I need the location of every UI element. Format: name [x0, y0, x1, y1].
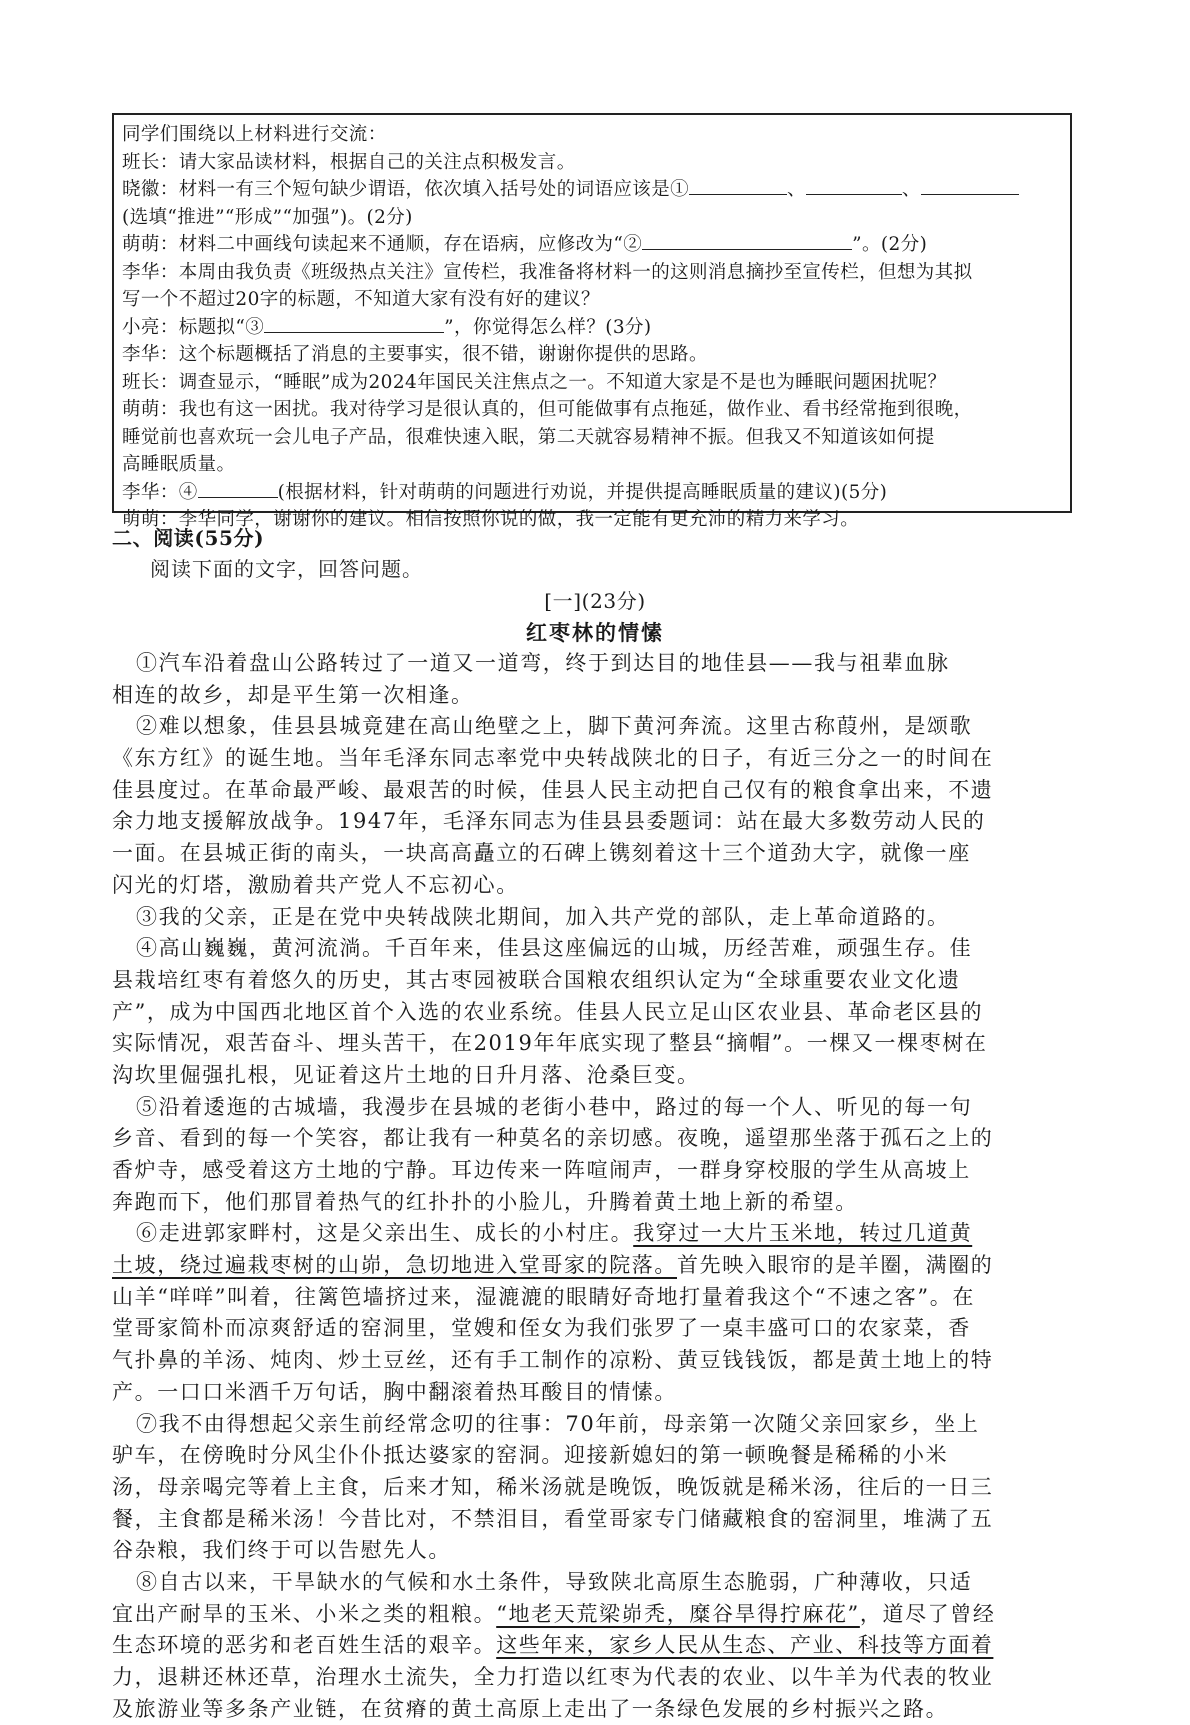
underlined-sentence: 我穿过一大片玉米地，转过几道黄 [633, 1221, 973, 1246]
essay-line: ⑥走进郭家畔村，这是父亲出生、成长的小村庄。我穿过一大片玉米地，转过几道黄 [136, 1221, 973, 1246]
discussion-line: 班长：调查显示，“睡眠”成为2024年国民关注焦点之一。不知道大家是不是也为睡眠问题困扰呢？ [122, 371, 947, 393]
discussion-line: 写一个不超过20字的标题，不知道大家有没有好的建议？ [122, 289, 600, 310]
discussion-line: 李华：这个标题概括了消息的主要事实，很不错，谢谢你提供的思路。 [122, 344, 708, 365]
essay-line: ⑤沿着逶迤的古城墙，我漫步在县城的老街小巷中，路过的每一个人、听见的每一句 [136, 1094, 973, 1119]
answer-blank-1c[interactable] [921, 176, 1019, 195]
essay-line: 土坡，绕过遍栽枣树的山峁，急切地进入堂哥家的院落。首先映入眼帘的是羊圈，满圈的 [112, 1253, 994, 1278]
essay-line: 沟坎里倔强扎根，见证着这片土地的日升月落、沧桑巨变。 [112, 1062, 700, 1087]
essay-line: 乡音、看到的每一个笑容，都让我有一种莫名的亲切感。夜晚，遥望那坐落于孤石之上的 [112, 1126, 994, 1151]
essay-line: 奔跑而下，他们那冒着热气的红扑扑的小脸儿，升腾着黄土地上新的希望。 [112, 1189, 858, 1214]
essay-line: 相连的故乡，却是平生第一次相逢。 [112, 682, 474, 707]
essay-line: 县栽培红枣有着悠久的历史，其古枣园被联合国粮农组织认定为“全球重要农业文化遗 [112, 967, 961, 992]
essay-line: 力，退耕还林还草，治理水土流失，全力打造以红枣为代表的农业、以牛羊为代表的牧业 [112, 1665, 994, 1689]
essay-line: 谷杂粮，我们终于可以告慰先人。 [112, 1538, 451, 1563]
essay-line: 宜出产耐旱的玉米、小米之类的粗粮。“地老天荒梁峁秃，糜谷旱得拧麻花”，道尽了曾经 [112, 1601, 996, 1626]
discussion-intro: 同学们围绕以上材料进行交流： [122, 124, 387, 145]
essay-line: 一面。在县城正街的南头，一块高高矗立的石碑上镌刻着这十三个道劲大字，就像一座 [112, 841, 971, 866]
essay-line: 《东方红》的诞生地。当年毛泽东同志率党中央转战陕北的日子，有近三分之一的时间在 [112, 746, 994, 771]
essay-line: 余力地支援解放战争。1947年，毛泽东同志为佳县县委题词：站在最大多数劳动人民的 [112, 809, 986, 834]
essay-line: 生态环境的恶劣和老百姓生活的艰辛。这些年来，家乡人民从生态、产业、科技等方面着 [112, 1633, 994, 1658]
answer-blank-1a[interactable] [689, 176, 787, 195]
discussion-line: 萌萌：材料二中画线句读起来不通顺，存在语病，应修改为“② ”。(2分) [122, 231, 1060, 259]
discussion-line: 萌萌：李华同学，谢谢你的建议。相信按照你说的做，我一定能有更充沛的精力来学习。 [122, 509, 860, 530]
answer-blank-4[interactable] [198, 479, 278, 498]
essay-line: ③我的父亲，正是在党中央转战陕北期间，加入共产党的部队，走上革命道路的。 [136, 904, 950, 929]
answer-blank-1b[interactable] [806, 176, 902, 195]
essay-line: ⑧自古以来，干旱缺水的气候和水土条件，导致陕北高原生态脆弱，广种薄收，只适 [136, 1569, 973, 1594]
essay-line: 山羊“咩咩”叫着，往篱笆墙挤过来，湿漉漉的眼睛好奇地打量着我这个“不速之客”。在 [112, 1284, 975, 1309]
essay-line: 实际情况，艰苦奋斗、埋头苦干，在2019年年底实现了整县“摘帽”。一棵又一棵枣树在 [112, 1031, 988, 1056]
essay-line: 汤，母亲喝完等着上主食，后来才知，稀米汤就是晚饭，晚饭就是稀米汤，往后的一日三 [112, 1474, 994, 1499]
essay-title: 红枣林的情愫 [526, 620, 664, 645]
discussion-line: 萌萌：我也有这一困扰。我对待学习是很认真的，但可能做事有点拖延，做作业、看书经常拖到很晚， [122, 399, 973, 420]
discussion-line: 高睡眠质量。 [122, 454, 236, 475]
essay-line: 及旅游业等多条产业链，在贫瘠的黄土高原上走出了一条绿色发展的乡村振兴之路。 [112, 1696, 949, 1721]
essay-line: 产”，成为中国西北地区首个入选的农业系统。佳县人民立足山区农业县、革命老区县的 [112, 999, 984, 1024]
essay-line: 闪光的灯塔，激励着共产党人不忘初心。 [112, 872, 519, 897]
discussion-line: 睡觉前也喜欢玩一会儿电子产品，很难快速入眠，第二天就容易精神不振。但我又不知道该如何提 [122, 426, 935, 448]
underlined-quote: “地老天荒梁峁秃，糜谷旱得拧麻花” [496, 1601, 860, 1626]
essay-line: 香炉寺，感受着这方土地的宁静。耳边传来一阵喧闹声，一群身穿校服的学生从高坡上 [112, 1158, 971, 1182]
essay-line: 产。一口口米酒千万句话，胸中翻滚着热耳酸目的情愫。 [112, 1379, 677, 1404]
essay-line: ④高山巍巍，黄河流淌。千百年来，佳县这座偏远的山城，历经苦难，顽强生存。佳 [136, 936, 973, 961]
essay-line: ①汽车沿着盘山公路转过了一道又一道弯，终于到达目的地佳县——我与祖辈血脉 [136, 651, 950, 675]
essay-line: ⑦我不由得想起父亲生前经常念叨的往事：70年前，母亲第一次随父亲回家乡，坐上 [136, 1411, 980, 1436]
section-title: 二、阅读(55分) [112, 526, 265, 550]
essay-line: ②难以想象，佳县县城竟建在高山绝壁之上，脚下黄河奔流。这里古称葭州，是颂歌 [136, 714, 973, 739]
discussion-line: 班长：请大家品读材料，根据自己的关注点积极发言。 [122, 151, 576, 173]
discussion-line: 晓徽：材料一有三个短句缺少谓语，依次填入括号处的词语应该是① 、 、 [122, 176, 1060, 204]
underlined-sentence: 土坡，绕过遍栽枣树的山峁，急切地进入堂哥家的院落。 [112, 1253, 677, 1278]
discussion-line: 李华：本周由我负责《班级热点关注》宣传栏，我准备将材料一的这则消息摘抄至宣传栏，但想为其拟 [122, 261, 973, 283]
answer-blank-2[interactable] [642, 231, 852, 250]
answer-blank-3[interactable] [264, 314, 444, 333]
underlined-sentence: 这些年来，家乡人民从生态、产业、科技等方面着 [496, 1633, 994, 1658]
reading-instruction: 阅读下面的文字，回答问题。 [150, 557, 423, 581]
essay-line: 餐，主食都是稀米汤！今昔比对，不禁泪目，看堂哥家专门储藏粮食的窑洞里，堆满了五 [112, 1506, 994, 1531]
essay-line: 气扑鼻的羊汤、炖肉、炒土豆丝，还有手工制作的凉粉、黄豆钱钱饭，都是黄土地上的特 [112, 1348, 994, 1373]
part-label: [一](23分) [544, 589, 646, 613]
essay-line: 佳县度过。在革命最严峻、最艰苦的时候，佳县人民主动把自己仅有的粮食拿出来，不遗 [112, 777, 994, 802]
essay-body [112, 648, 1084, 1725]
discussion-line: 李华：④ (根据材料，针对萌萌的问题进行劝说，并提供提高睡眠质量的建议)(5分) [122, 479, 1060, 507]
discussion-box [112, 113, 1072, 530]
discussion-line: (选填“推进”“形成”“加强”)。(2分) [122, 206, 413, 228]
essay-line: 驴车，在傍晚时分风尘仆仆抵达婆家的窑洞。迎接新媳妇的第一顿晚餐是稀稀的小米 [112, 1443, 949, 1468]
essay-line: 堂哥家简朴而凉爽舒适的窑洞里，堂嫂和侄女为我们张罗了一桌丰盛可口的农家菜，香 [112, 1316, 971, 1341]
discussion-line: 小亮：标题拟“③ ”，你觉得怎么样？(3分) [122, 314, 1060, 342]
